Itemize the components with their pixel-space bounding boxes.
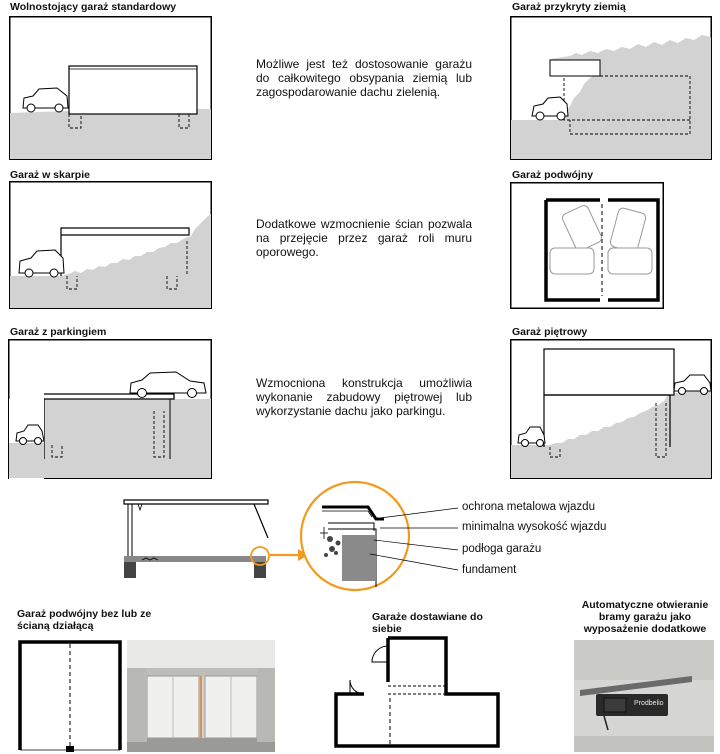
label-entrance-protection: ochrona metalowa wjazdu — [462, 501, 595, 513]
detail-leaders — [380, 500, 460, 580]
panel-storey — [510, 339, 712, 479]
panel-parking — [8, 339, 212, 479]
bottom-title-adjoin: Garaże dostawiane do siebie — [372, 611, 483, 635]
panel-title-standalone: Wolnostojący garaż standardowy — [10, 1, 177, 13]
double-garage-plan — [18, 640, 122, 752]
bottom-title-auto: Automatyczne otwieranie bramy garażu jako wyposażenie dodatkowe — [581, 599, 709, 635]
panel-slope — [9, 181, 212, 309]
garage-section-drawing — [116, 492, 276, 582]
panel-title-storey: Garaż piętrowy — [512, 326, 588, 338]
panel-double — [510, 182, 664, 309]
panel-title-double: Garaż podwójny — [512, 169, 594, 181]
label-foundation: fundament — [462, 564, 517, 576]
text-retaining-wall: Dodatkowe wzmocnienie ścian pozwala na przejęcie przez garaż roli muru oporowego. — [256, 217, 472, 259]
panel-title-slope: Garaż w skarpie — [10, 169, 90, 181]
adjoined-garages-plan — [334, 636, 502, 748]
label-floor: podłoga garażu — [462, 543, 542, 555]
panel-covered — [510, 16, 712, 160]
text-reinforced: Wzmocniona konstrukcja umożliwia wykonanie zabudowy piętrowej lub wykorzystanie dachu jako parkingu. — [256, 376, 472, 418]
bottom-title-double: Garaż podwójny bez lub ze ścianą działącą — [17, 608, 152, 632]
label-min-height: minimalna wysokość wjazdu — [462, 521, 607, 533]
double-garage-photo — [127, 640, 275, 752]
panel-standalone — [9, 16, 212, 160]
opener-photo — [574, 640, 714, 752]
panel-title-parking: Garaż z parkingiem — [10, 326, 107, 338]
text-earth-cover: Możliwe jest też dostosowanie garażu do całkowitego obsypania ziemią lub zagospodarowanie dachu zielenią. — [256, 57, 472, 99]
panel-title-covered: Garaż przykryty ziemią — [512, 1, 626, 13]
opener-brand: Prodbelio — [634, 700, 664, 707]
